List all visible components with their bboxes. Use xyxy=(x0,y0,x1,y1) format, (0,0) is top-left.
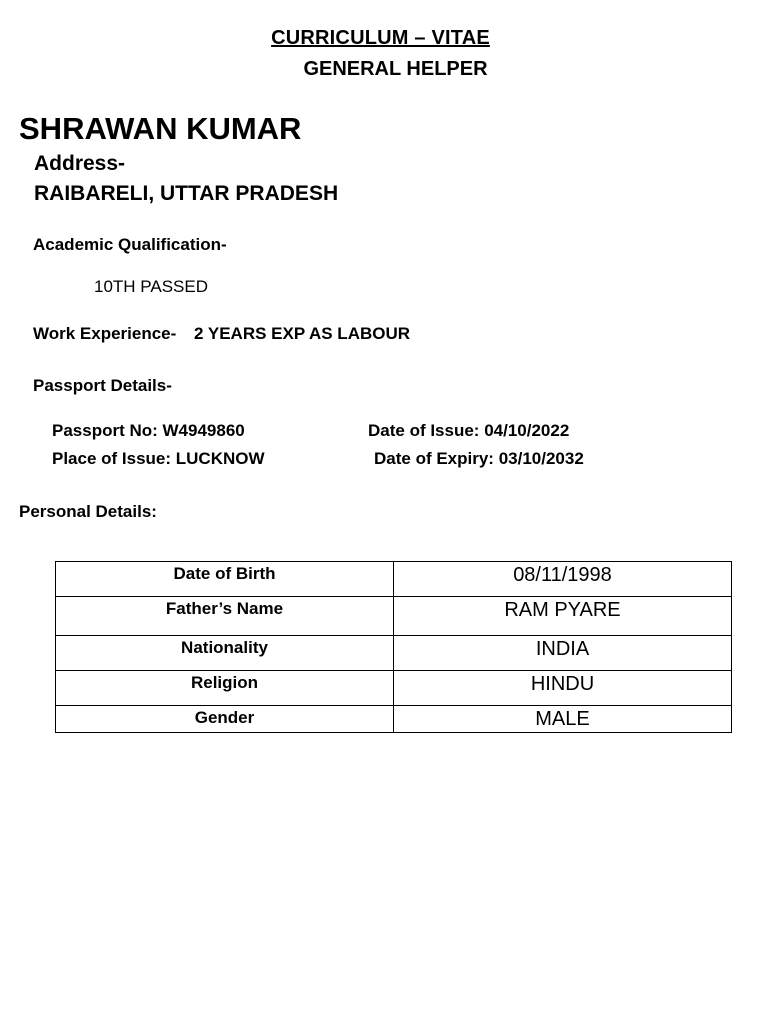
row-value-gender: MALE xyxy=(394,706,732,733)
passport-issue-date: Date of Issue: 04/10/2022 xyxy=(368,421,570,440)
row-label-gender: Gender xyxy=(56,706,394,733)
row-value-religion: HINDU xyxy=(394,671,732,706)
document-title: CURRICULUM – VITAE xyxy=(271,27,490,49)
row-label-nationality: Nationality xyxy=(56,636,394,671)
table-row xyxy=(56,636,732,671)
row-label-religion: Religion xyxy=(56,671,394,706)
personal-details-label: Personal Details: xyxy=(19,502,157,521)
table-row xyxy=(56,671,732,706)
row-value-fathers-name: RAM PYARE xyxy=(394,597,732,636)
row-value-nationality: INDIA xyxy=(394,636,732,671)
candidate-name: SHRAWAN KUMAR xyxy=(19,111,302,146)
passport-details-label: Passport Details- xyxy=(33,376,172,395)
table-row xyxy=(56,706,732,733)
table-row xyxy=(56,562,732,597)
academic-qualification-value: 10TH PASSED xyxy=(94,277,209,296)
work-experience-value: 2 YEARS EXP AS LABOUR xyxy=(194,324,411,343)
passport-expiry-date: Date of Expiry: 03/10/2032 xyxy=(374,449,584,468)
document-subtitle: GENERAL HELPER xyxy=(303,58,488,80)
personal-details-table xyxy=(55,561,732,733)
table-row xyxy=(56,597,732,636)
row-value-date-of-birth: 08/11/1998 xyxy=(394,562,732,597)
passport-issue-place: Place of Issue: LUCKNOW xyxy=(52,449,265,468)
address-value: RAIBARELI, UTTAR PRADESH xyxy=(34,182,339,205)
address-label: Address- xyxy=(34,152,126,175)
row-label-date-of-birth: Date of Birth xyxy=(56,562,394,597)
row-label-fathers-name: Father’s Name xyxy=(56,597,394,636)
work-experience-label: Work Experience- xyxy=(33,324,177,343)
academic-qualification-label: Academic Qualification- xyxy=(33,235,227,254)
passport-number: Passport No: W4949860 xyxy=(52,421,245,440)
